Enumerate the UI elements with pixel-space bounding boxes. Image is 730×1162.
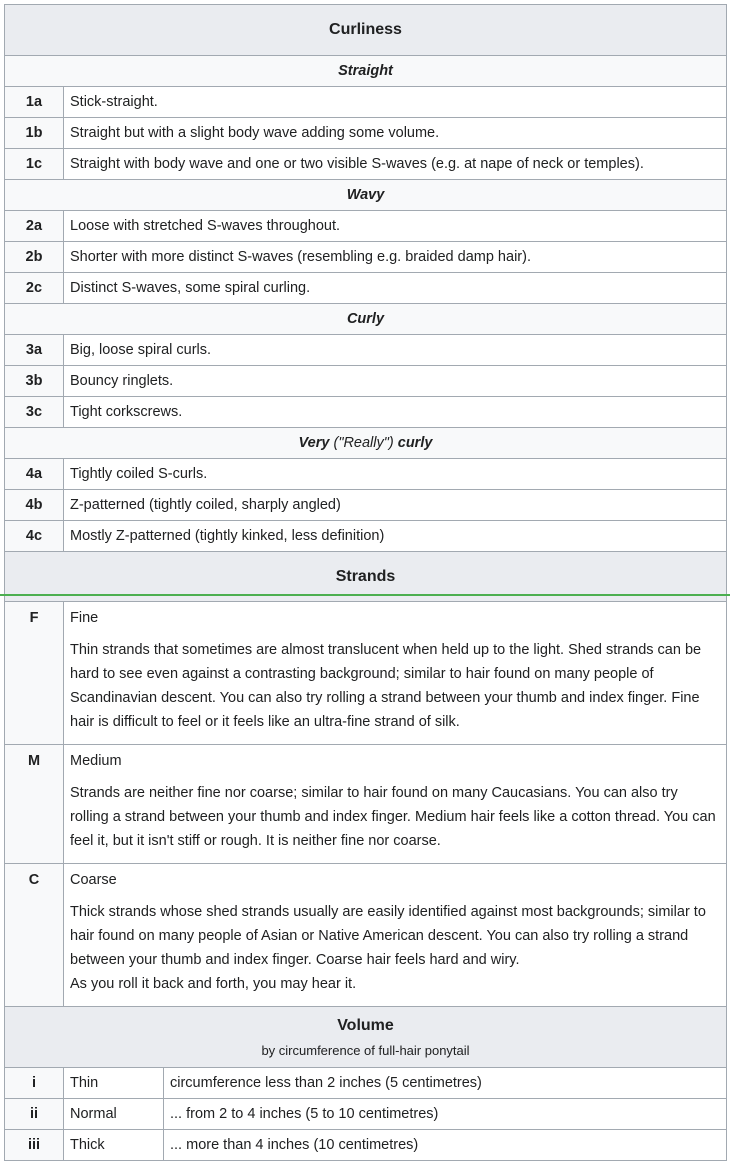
strand-code: F bbox=[5, 602, 64, 745]
type-description: Big, loose spiral curls. bbox=[64, 335, 727, 366]
strands-header: Strands bbox=[5, 552, 727, 602]
volume-subtitle: by circumference of full-hair ponytail bbox=[261, 1042, 470, 1058]
volume-description: ... from 2 to 4 inches (5 to 10 centimetres) bbox=[164, 1099, 727, 1130]
table-row bbox=[5, 864, 727, 1007]
volume-name: Normal bbox=[64, 1099, 164, 1130]
volume-name: Thick bbox=[64, 1130, 164, 1161]
table-row bbox=[5, 490, 727, 521]
strand-description bbox=[64, 602, 727, 745]
strand-text: Thick strands whose shed strands usually are easily identified against most backgrounds; similar to hair found on many people of Asian or Native American descent. You can also try rolling a strand between your thumb and index finger. Coarse hair feels hard and wiry. bbox=[70, 904, 706, 968]
strand-text: Thin strands that sometimes are almost translucent when held up to the light. Shed strands can be hard to see even against a contrasting background; similar to hair found on many people of Scandinavian descent. You can also try rolling a strand between your thumb and index finger. Fine hair is difficult to feel or it feels like an ultra-fine strand of silk. bbox=[70, 642, 702, 730]
table-row bbox=[5, 335, 727, 366]
type-description: Mostly Z-patterned (tightly kinked, less definition) bbox=[64, 521, 727, 552]
type-code: 4a bbox=[5, 459, 64, 490]
type-description: Bouncy ringlets. bbox=[64, 366, 727, 397]
volume-name: Thin bbox=[64, 1068, 164, 1099]
type-description: Stick-straight. bbox=[64, 87, 727, 118]
type-description: Straight but with a slight body wave adding some volume. bbox=[64, 118, 727, 149]
type-code: 2b bbox=[5, 242, 64, 273]
type-code: 2a bbox=[5, 211, 64, 242]
type-code: 3b bbox=[5, 366, 64, 397]
strand-code: C bbox=[5, 864, 64, 1007]
table-row bbox=[5, 745, 727, 864]
volume-description: circumference less than 2 inches (5 centimetres) bbox=[164, 1068, 727, 1099]
table-row bbox=[5, 602, 727, 745]
table-row bbox=[5, 87, 727, 118]
type-code: 1a bbox=[5, 87, 64, 118]
volume-code: i bbox=[5, 1068, 64, 1099]
table-row bbox=[5, 242, 727, 273]
strand-title: Fine bbox=[70, 610, 99, 626]
table-row bbox=[5, 1130, 727, 1161]
curly-subheader: Curly bbox=[5, 304, 727, 335]
straight-subheader: Straight bbox=[5, 56, 727, 87]
type-code: 4c bbox=[5, 521, 64, 552]
really-label: ("Really") bbox=[333, 435, 394, 451]
curliness-header: Curliness bbox=[5, 5, 727, 56]
volume-header bbox=[5, 1007, 727, 1068]
type-description: Distinct S-waves, some spiral curling. bbox=[64, 273, 727, 304]
curly-label: curly bbox=[397, 435, 433, 451]
table-row bbox=[5, 211, 727, 242]
type-code: 3a bbox=[5, 335, 64, 366]
very-curly-subheader bbox=[5, 428, 727, 459]
strand-text-extra: As you roll it back and forth, you may hear it. bbox=[70, 976, 357, 992]
table-row bbox=[5, 397, 727, 428]
table-row bbox=[5, 366, 727, 397]
volume-code: iii bbox=[5, 1130, 64, 1161]
table-row bbox=[5, 273, 727, 304]
table-row bbox=[5, 1099, 727, 1130]
table-row bbox=[5, 118, 727, 149]
wavy-subheader: Wavy bbox=[5, 180, 727, 211]
strand-code: M bbox=[5, 745, 64, 864]
type-code: 3c bbox=[5, 397, 64, 428]
type-description: Loose with stretched S-waves throughout. bbox=[64, 211, 727, 242]
type-code: 2c bbox=[5, 273, 64, 304]
divider-line bbox=[0, 594, 730, 596]
table-row bbox=[5, 1068, 727, 1099]
strand-text: Strands are neither fine nor coarse; similar to hair found on many Caucasians. You can also try rolling a strand between your thumb and index finger. Medium hair feels like a cotton thread. You can feel it, but it isn't stiff or rough. It is neither fine nor coarse. bbox=[70, 785, 716, 849]
table-row bbox=[5, 149, 727, 180]
volume-title: Volume bbox=[337, 1016, 394, 1034]
type-code: 4b bbox=[5, 490, 64, 521]
volume-description: ... more than 4 inches (10 centimetres) bbox=[164, 1130, 727, 1161]
type-description: Z-patterned (tightly coiled, sharply angled) bbox=[64, 490, 727, 521]
type-code: 1b bbox=[5, 118, 64, 149]
table-row bbox=[5, 521, 727, 552]
type-description: Shorter with more distinct S-waves (resembling e.g. braided damp hair). bbox=[64, 242, 727, 273]
type-description: Straight with body wave and one or two visible S-waves (e.g. at nape of neck or temples). bbox=[64, 149, 727, 180]
very-label: Very bbox=[298, 435, 330, 451]
type-description: Tight corkscrews. bbox=[64, 397, 727, 428]
strand-description bbox=[64, 745, 727, 864]
strand-title: Medium bbox=[70, 753, 122, 769]
strand-description bbox=[64, 864, 727, 1007]
type-code: 1c bbox=[5, 149, 64, 180]
hair-type-table bbox=[4, 4, 727, 1161]
table-row bbox=[5, 459, 727, 490]
strand-title: Coarse bbox=[70, 872, 117, 888]
volume-code: ii bbox=[5, 1099, 64, 1130]
type-description: Tightly coiled S-curls. bbox=[64, 459, 727, 490]
